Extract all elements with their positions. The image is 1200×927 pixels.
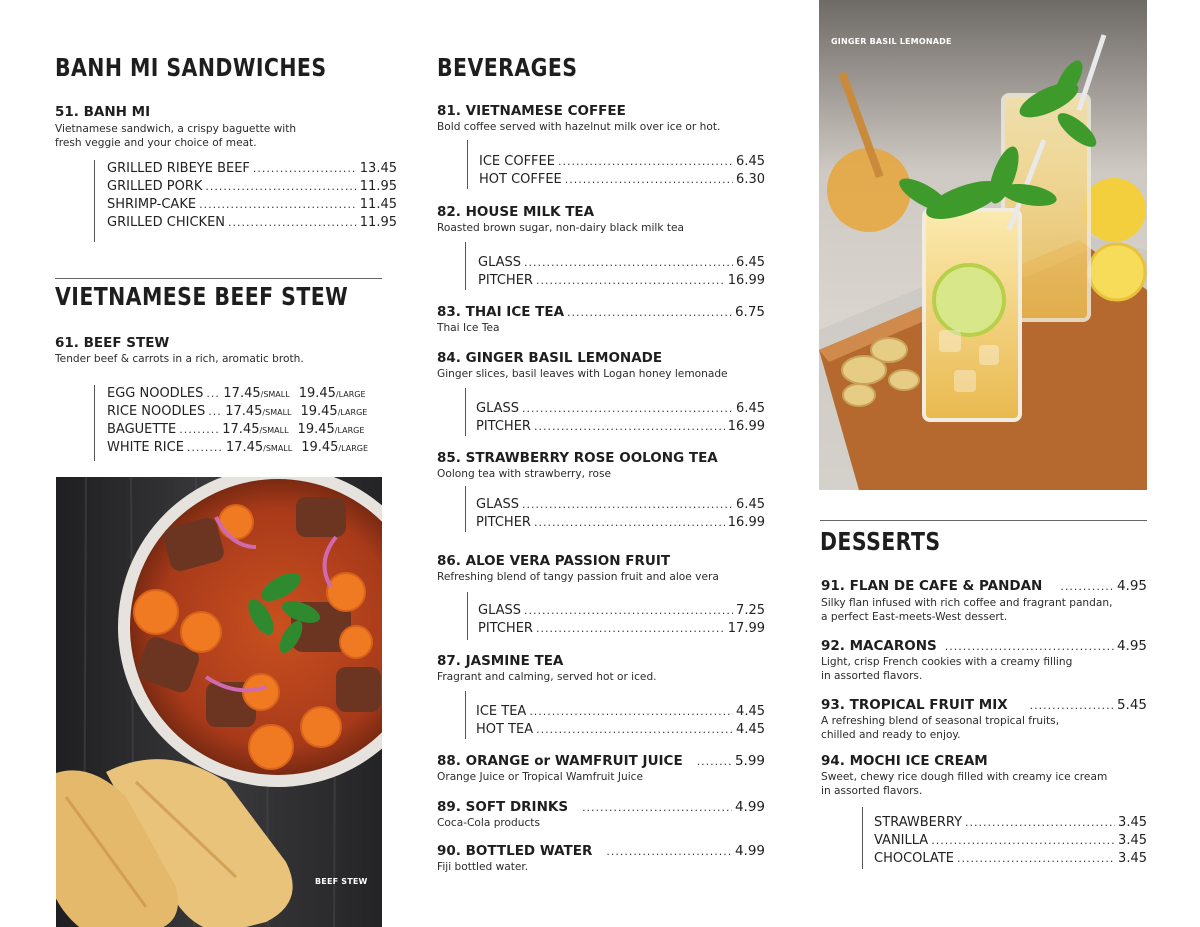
dessert-desc bbox=[821, 596, 1112, 624]
option-price: 16.99 bbox=[727, 419, 765, 434]
option-price: 6.45 bbox=[736, 401, 765, 416]
small-price: 17.45 bbox=[225, 404, 263, 419]
size-label: /LARGE bbox=[334, 426, 365, 435]
beverage-desc bbox=[437, 120, 720, 134]
option-name: HOT TEA bbox=[476, 722, 534, 737]
dot-leader bbox=[1060, 580, 1114, 593]
beef-stew-options bbox=[94, 385, 399, 461]
lemonade-photo bbox=[819, 0, 1147, 490]
desc-line: in assorted flavors. bbox=[821, 785, 923, 797]
option-name: GRILLED CHICKEN bbox=[107, 215, 226, 230]
dot-leader bbox=[536, 721, 733, 739]
beef-stew-heading: VIETNAMESE BEEF STEW bbox=[55, 282, 349, 311]
desserts-heading: DESSERTS bbox=[820, 527, 941, 556]
size-label: /SMALL bbox=[260, 390, 290, 399]
option-name: HOT COFFEE bbox=[479, 172, 562, 187]
dot-leader bbox=[945, 640, 1114, 653]
option-row bbox=[107, 385, 399, 403]
size-label: /LARGE bbox=[337, 408, 368, 417]
beverage-title: 88. ORANGE or WAMFRUIT JUICE bbox=[437, 753, 683, 769]
option-price: 13.45 bbox=[359, 161, 397, 176]
beverage-title: 86. ALOE VERA PASSION FRUIT bbox=[437, 553, 671, 569]
option-name: EGG NOODLES bbox=[107, 386, 204, 401]
beverages-heading: BEVERAGES bbox=[437, 53, 578, 82]
dot-leader bbox=[534, 514, 725, 532]
dessert-desc bbox=[821, 655, 1072, 683]
option-price: 16.99 bbox=[727, 273, 765, 288]
dessert-price: 4.95 bbox=[1116, 578, 1147, 594]
size-label: /SMALL bbox=[259, 426, 289, 435]
desc-line: Ginger slices, basil leaves with Logan honey lemonade bbox=[437, 368, 728, 380]
option-price: 11.95 bbox=[359, 215, 397, 230]
option-row bbox=[478, 272, 765, 290]
option-price: 6.45 bbox=[736, 255, 765, 270]
beverage-title: 89. SOFT DRINKS bbox=[437, 799, 569, 815]
dot-leader bbox=[965, 814, 1115, 832]
beverage-price: 4.99 bbox=[734, 799, 765, 815]
option-price: 4.45 bbox=[736, 704, 765, 719]
lemonade-photo-label: GINGER BASIL LEMONADE bbox=[831, 37, 952, 46]
small-price: 17.45 bbox=[225, 440, 264, 455]
option-name: GLASS bbox=[478, 603, 522, 618]
desc-line: Thai Ice Tea bbox=[437, 322, 500, 334]
section-divider bbox=[820, 520, 1147, 521]
option-row bbox=[107, 160, 397, 178]
beef-stew-illustration bbox=[56, 477, 382, 927]
option-row bbox=[479, 153, 765, 171]
small-price: 17.45 bbox=[222, 422, 260, 437]
beef-stew-desc bbox=[55, 352, 304, 366]
banh-mi-options bbox=[94, 160, 397, 242]
dot-leader bbox=[536, 272, 725, 290]
beef-stew-photo-label: BEEF STEW bbox=[315, 877, 368, 886]
desc-line: A refreshing blend of seasonal tropical fruits, bbox=[821, 715, 1060, 727]
dot-leader bbox=[205, 178, 356, 196]
desc-line: chilled and ready to enjoy. bbox=[821, 729, 961, 741]
beverage-price: 4.99 bbox=[734, 843, 765, 859]
dot-leader bbox=[199, 196, 357, 214]
option-row bbox=[476, 703, 765, 721]
beverage-options bbox=[467, 592, 765, 640]
option-price: 6.45 bbox=[736, 497, 765, 512]
beverage-title: 85. STRAWBERRY ROSE OOLONG TEA bbox=[437, 450, 718, 466]
desc-line: Light, crisp French cookies with a creamy filling bbox=[821, 656, 1073, 668]
option-name: GRILLED PORK bbox=[107, 179, 203, 194]
option-price: 7.25 bbox=[736, 603, 765, 618]
option-row bbox=[874, 850, 1147, 868]
beverage-desc bbox=[437, 816, 540, 830]
dessert-title: 92. MACARONS bbox=[821, 638, 937, 654]
option-row bbox=[107, 196, 397, 214]
large-price: 19.45 bbox=[297, 422, 335, 437]
option-row bbox=[478, 620, 765, 638]
beverage-desc bbox=[437, 221, 684, 235]
dot-leader bbox=[206, 385, 220, 403]
option-name: PITCHER bbox=[476, 419, 531, 434]
beef-stew-photo bbox=[56, 477, 382, 927]
option-name: SHRIMP-CAKE bbox=[107, 197, 197, 212]
option-name: STRAWBERRY bbox=[874, 815, 963, 830]
size-label: /LARGE bbox=[338, 444, 369, 453]
beverage-title: 82. HOUSE MILK TEA bbox=[437, 204, 595, 220]
banh-mi-desc-line: fresh veggie and your choice of meat. bbox=[55, 137, 257, 149]
desc-line: Fragrant and calming, served hot or iced. bbox=[437, 671, 657, 683]
dot-leader bbox=[228, 214, 357, 232]
beverage-desc bbox=[437, 321, 500, 335]
dot-leader bbox=[253, 160, 357, 178]
size-label: /LARGE bbox=[335, 390, 366, 399]
dot-leader bbox=[187, 439, 223, 457]
dessert-title-row bbox=[821, 638, 1147, 654]
dessert-desc bbox=[821, 714, 1059, 742]
option-price: 3.45 bbox=[1118, 833, 1147, 848]
option-row bbox=[107, 178, 397, 196]
beverage-desc bbox=[437, 570, 719, 584]
banh-mi-desc-line: Vietnamese sandwich, a crispy baguette with bbox=[55, 123, 297, 135]
option-row bbox=[478, 254, 765, 272]
dot-leader bbox=[957, 850, 1115, 868]
banh-mi-desc bbox=[55, 122, 296, 150]
large-price: 19.45 bbox=[300, 404, 338, 419]
option-name: GRILLED RIBEYE BEEF bbox=[107, 161, 250, 176]
dessert-title: 93. TROPICAL FRUIT MIX bbox=[821, 697, 1008, 713]
option-row bbox=[476, 721, 765, 739]
dot-leader bbox=[582, 801, 732, 814]
lemonade-illustration bbox=[819, 0, 1147, 490]
beverage-title: 84. GINGER BASIL LEMONADE bbox=[437, 350, 663, 366]
size-label: /SMALL bbox=[262, 408, 292, 417]
option-row bbox=[476, 514, 765, 532]
desc-line: Oolong tea with strawberry, rose bbox=[437, 468, 612, 480]
beverage-title-row bbox=[437, 304, 765, 320]
beverage-desc bbox=[437, 770, 643, 784]
option-name: WHITE RICE bbox=[107, 440, 184, 455]
large-price: 19.45 bbox=[301, 440, 339, 455]
option-row bbox=[874, 832, 1147, 850]
dot-leader bbox=[522, 496, 733, 514]
option-name: PITCHER bbox=[478, 621, 533, 636]
option-name: GLASS bbox=[476, 401, 520, 416]
option-row bbox=[476, 496, 765, 514]
dot-leader bbox=[536, 620, 725, 638]
option-row bbox=[476, 400, 765, 418]
option-row bbox=[476, 418, 765, 436]
dot-leader bbox=[179, 421, 219, 439]
size-label: /SMALL bbox=[263, 444, 293, 453]
beverage-title-row bbox=[437, 753, 765, 769]
beverage-options bbox=[467, 140, 765, 189]
beverage-desc bbox=[437, 367, 728, 381]
beverage-title: 83. THAI ICE TEA bbox=[437, 304, 565, 320]
beverage-desc bbox=[437, 670, 657, 684]
option-name: RICE NOODLES bbox=[107, 404, 206, 419]
beverage-desc bbox=[437, 467, 611, 481]
beverage-title: 81. VIETNAMESE COFFEE bbox=[437, 103, 626, 119]
dot-leader bbox=[565, 171, 733, 189]
mochi-options bbox=[862, 807, 1147, 869]
option-row bbox=[107, 403, 399, 421]
beverage-options bbox=[465, 388, 765, 436]
option-name: ICE TEA bbox=[476, 704, 527, 719]
option-row bbox=[874, 814, 1147, 832]
dessert-title: 94. MOCHI ICE CREAM bbox=[821, 753, 988, 769]
desc-line: Refreshing blend of tangy passion fruit and aloe vera bbox=[437, 571, 719, 583]
option-price: 16.99 bbox=[727, 515, 765, 530]
dot-leader bbox=[524, 602, 733, 620]
beverage-title: 87. JASMINE TEA bbox=[437, 653, 564, 669]
beverage-price: 5.99 bbox=[734, 753, 765, 769]
banh-mi-title: 51. BANH MI bbox=[55, 104, 151, 120]
beef-stew-title: 61. BEEF STEW bbox=[55, 335, 170, 351]
option-name: PITCHER bbox=[476, 515, 531, 530]
option-name: GLASS bbox=[476, 497, 520, 512]
option-name: CHOCOLATE bbox=[874, 851, 954, 866]
dot-leader bbox=[529, 703, 733, 721]
dessert-price: 5.45 bbox=[1116, 697, 1147, 713]
option-price: 6.30 bbox=[736, 172, 765, 187]
dot-leader bbox=[524, 254, 733, 272]
option-name: VANILLA bbox=[874, 833, 929, 848]
beverage-desc bbox=[437, 860, 528, 874]
section-divider bbox=[55, 278, 382, 279]
option-name: GLASS bbox=[478, 255, 522, 270]
option-price: 11.95 bbox=[359, 179, 397, 194]
option-price: 3.45 bbox=[1118, 851, 1147, 866]
desc-line: Coca-Cola products bbox=[437, 817, 540, 829]
option-row bbox=[107, 421, 399, 439]
dot-leader bbox=[522, 400, 733, 418]
beverage-price: 6.75 bbox=[734, 304, 765, 320]
dot-leader bbox=[567, 306, 732, 319]
beverage-options bbox=[465, 242, 765, 290]
beverage-title-row bbox=[437, 843, 765, 859]
dot-leader bbox=[606, 845, 732, 858]
desc-line: Roasted brown sugar, non-dairy black milk tea bbox=[437, 222, 684, 234]
desc-line: Orange Juice or Tropical Wamfruit Juice bbox=[437, 771, 644, 783]
option-price: 4.45 bbox=[736, 722, 765, 737]
dessert-price: 4.95 bbox=[1116, 638, 1147, 654]
beverage-options bbox=[465, 691, 765, 739]
option-row bbox=[479, 171, 765, 189]
small-price: 17.45 bbox=[223, 386, 261, 401]
dessert-title-row bbox=[821, 697, 1147, 713]
option-name: BAGUETTE bbox=[107, 422, 177, 437]
option-name: ICE COFFEE bbox=[479, 154, 555, 169]
desc-line: a perfect East-meets-West dessert. bbox=[821, 611, 1008, 623]
beverage-title: 90. BOTTLED WATER bbox=[437, 843, 593, 859]
desc-line: Fiji bottled water. bbox=[437, 861, 529, 873]
desc-line: Sweet, chewy rice dough filled with creamy ice cream bbox=[821, 771, 1108, 783]
option-price: 17.99 bbox=[727, 621, 765, 636]
dessert-title: 91. FLAN DE CAFE & PANDAN bbox=[821, 578, 1043, 594]
desc-line: Silky flan infused with rich coffee and fragrant pandan, bbox=[821, 597, 1113, 609]
dot-leader bbox=[558, 153, 733, 171]
option-name: PITCHER bbox=[478, 273, 533, 288]
dot-leader bbox=[697, 755, 732, 768]
option-row bbox=[107, 214, 397, 232]
dot-leader bbox=[534, 418, 725, 436]
large-price: 19.45 bbox=[298, 386, 336, 401]
dot-leader bbox=[931, 832, 1115, 850]
option-row bbox=[107, 439, 399, 457]
option-price: 6.45 bbox=[736, 154, 765, 169]
banh-mi-heading: BANH MI SANDWICHES bbox=[55, 53, 327, 82]
option-price: 11.45 bbox=[359, 197, 397, 212]
desc-line: in assorted flavors. bbox=[821, 670, 923, 682]
beverage-title-row bbox=[437, 799, 765, 815]
option-row bbox=[478, 602, 765, 620]
dessert-title-row bbox=[821, 578, 1147, 594]
dot-leader bbox=[208, 403, 222, 421]
beverage-options bbox=[465, 486, 765, 532]
dessert-desc bbox=[821, 770, 1107, 798]
dot-leader bbox=[1030, 699, 1114, 712]
beef-stew-desc-line: Tender beef & carrots in a rich, aromatic broth. bbox=[55, 353, 304, 365]
desc-line: Bold coffee served with hazelnut milk over ice or hot. bbox=[437, 121, 721, 133]
option-price: 3.45 bbox=[1118, 815, 1147, 830]
